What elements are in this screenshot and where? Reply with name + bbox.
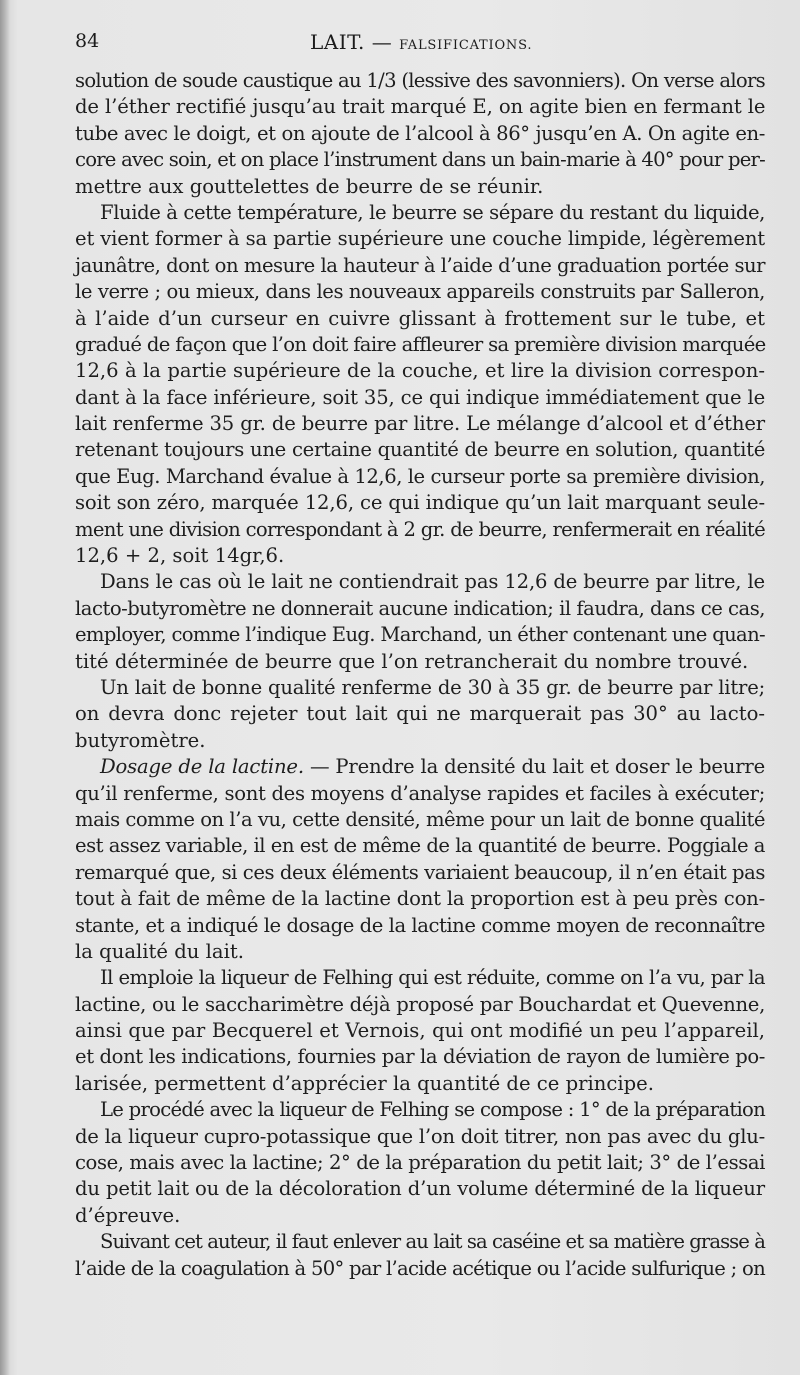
text-line (75, 358, 765, 384)
line-text: que Eug. Marchand évalue à 12,6, le curseur porte sa première division, (75, 464, 766, 488)
text-line (75, 1124, 765, 1150)
line-text: ainsi que par Becquerel et Vernois, qui ont modifié un peu l’appareil, (75, 1019, 765, 1043)
line-text: Un lait de bonne qualité renferme de 30 à 35 gr. de beurre par litre; (100, 675, 765, 699)
line-text: mais comme on l’a vu, cette densité, même pour un lait de bonne qualité (75, 807, 765, 831)
text-line (75, 174, 765, 200)
line-text: qu’il renferme, sont des moyens d’analyse rapides et faciles à exécuter; (75, 781, 765, 805)
line-text: Fluide à cette température, le beurre se sépare du restant du liquide, (100, 200, 765, 224)
text-line (75, 807, 765, 833)
line-text: on devra donc rejeter tout lait qui ne marquerait pas 30° au lacto- (75, 702, 765, 726)
text-line (75, 1018, 765, 1044)
section-title: Dosage de la lactine. (100, 755, 310, 779)
text-line (75, 992, 765, 1018)
text-line (75, 517, 765, 543)
line-text: cose, mais avec la lactine; 2° de la préparation du petit lait; 3° de l’essai (75, 1151, 766, 1175)
line-text: de l’éther rectifié jusqu’au trait marqué E, on agite bien en fermant le (75, 95, 766, 119)
line-text: Suivant cet auteur, il faut enlever au lait sa caséine et sa matière grasse à (100, 1230, 765, 1254)
line-text: Il emploie la liqueur de Felhing qui est réduite, comme on l’a vu, par la (100, 966, 765, 990)
line-text: mettre aux gouttelettes de beurre de se réunir. (75, 174, 544, 198)
line-text: l’aide de la coagulation à 50° par l’acide acétique ou l’acide sulfurique ; on (75, 1256, 766, 1280)
text-line (75, 68, 765, 94)
text-line (75, 701, 765, 727)
line-text: lacto-butyromètre ne donnerait aucune indication; il faudra, dans ce cas, (75, 596, 765, 620)
running-head (310, 30, 532, 54)
text-line (75, 622, 765, 648)
line-text: gradué de façon que l’on doit faire affleurer sa première division marquée (75, 332, 766, 356)
text-line (75, 226, 765, 252)
line-text: du petit lait ou de la décoloration d’un volume déterminé de la liqueur (75, 1177, 765, 1201)
text-line (75, 1176, 765, 1202)
text-line (75, 1150, 765, 1176)
text-line (75, 437, 765, 463)
text-line (75, 569, 765, 595)
text-line (75, 306, 765, 332)
page-number: 84 (75, 30, 100, 52)
text-line (75, 649, 765, 675)
text-line (75, 147, 765, 173)
text-line (75, 965, 765, 991)
line-text: soit son zéro, marquée 12,6, ce qui indique qu’un lait marquant seule- (75, 491, 765, 515)
line-text: larisée, permettent d’apprécier la quantité de ce principe. (75, 1071, 655, 1095)
running-head-sub: FALSIFICATIONS. (399, 38, 533, 53)
line-text: d’épreuve. (75, 1203, 181, 1227)
running-head-separator: — (364, 30, 400, 54)
text-line (75, 385, 765, 411)
body-text (75, 68, 765, 1282)
text-line (75, 543, 765, 569)
line-text: solution de soude caustique au 1/3 (lessive des savonniers). On verse alors (75, 69, 765, 92)
line-text: remarqué que, si ces deux éléments variaient beaucoup, il n’en était pas (75, 860, 765, 884)
line-text: Dans le cas où le lait ne contiendrait pas 12,6 de beurre par litre, le (100, 570, 765, 594)
text-line (75, 860, 765, 886)
text-line (75, 332, 765, 358)
line-text: Le procédé avec la liqueur de Felhing se compose : 1° de la préparation (100, 1098, 765, 1122)
line-text: retenant toujours une certaine quantité de beurre en solution, quantité (75, 438, 766, 462)
text-line (75, 1256, 765, 1282)
line-text: 12,6 + 2, soit 14gr,6. (75, 544, 285, 568)
line-text: core avec soin, et on place l’instrument dans un bain-marie à 40° pour per- (75, 148, 765, 172)
text-line (75, 253, 765, 279)
running-head-main: LAIT. (310, 30, 365, 54)
text-line (75, 1097, 765, 1123)
line-text: de la liqueur cupro-potassique que l’on doit titrer, non pas avec du glu- (75, 1124, 766, 1148)
text-line (75, 464, 765, 490)
text-line (75, 833, 765, 859)
line-text: employer, comme l’indique Eug. Marchand, un éther contenant une quan- (75, 623, 765, 647)
page-edge-shadow (0, 0, 10, 1375)
text-line (75, 886, 765, 912)
line-text: et vient former à sa partie supérieure une couche limpide, légèrement (75, 227, 765, 251)
text-line (75, 1044, 765, 1070)
text-line (75, 490, 765, 516)
page-header (75, 30, 765, 60)
line-text: est assez variable, il en est de même de la quantité de beurre. Poggiale a (75, 834, 765, 858)
text-line (75, 728, 765, 754)
line-text: tout à fait de même de la lactine dont la proportion est à peu près con- (75, 887, 766, 911)
text-line (75, 94, 765, 120)
line-text: jaunâtre, dont on mesure la hauteur à l’aide d’une graduation portée sur (75, 253, 766, 277)
line-text: et dont les indications, fournies par la déviation de rayon de lumière po- (75, 1045, 766, 1069)
text-line (75, 596, 765, 622)
line-text: la qualité du lait. (75, 939, 244, 963)
text-line (75, 675, 765, 701)
line-text: lait renferme 35 gr. de beurre par litre. Le mélange d’alcool et d’éther (75, 412, 766, 436)
text-line (75, 279, 765, 305)
text-line (75, 200, 765, 226)
line-text: — Prendre la densité du lait et doser le beurre (309, 755, 765, 779)
line-text: le verre ; ou mieux, dans les nouveaux appareils construits par Salleron, (75, 280, 765, 304)
text-line (75, 913, 765, 939)
line-text: dant à la face inférieure, soit 35, ce qui indique immédiatement que le (75, 385, 766, 409)
text-line (75, 754, 765, 780)
line-text: lactine, ou le saccharimètre déjà proposé par Bouchardat et Quevenne, (75, 992, 765, 1016)
line-text: tité déterminée de beurre que l’on retrancherait du nombre trouvé. (75, 649, 749, 673)
text-line (75, 411, 765, 437)
line-text: butyromètre. (75, 728, 206, 752)
text-line (75, 939, 765, 965)
text-line (75, 1203, 765, 1229)
text-line (75, 1229, 765, 1255)
line-text: stante, et a indiqué le dosage de la lactine comme moyen de reconnaître (75, 913, 765, 937)
line-text: 12,6 à la partie supérieure de la couche, et lire la division correspon- (75, 359, 765, 383)
text-line (75, 121, 765, 147)
line-text: tube avec le doigt, et on ajoute de l’alcool à 86° jusqu’en A. On agite en- (75, 121, 765, 145)
line-text: à l’aide d’un curseur en cuivre glissant à frottement sur le tube, et (75, 306, 765, 330)
text-line (75, 781, 765, 807)
text-line (75, 1071, 765, 1097)
line-text: ment une division correspondant à 2 gr. de beurre, renfermerait en réalité (75, 517, 765, 541)
